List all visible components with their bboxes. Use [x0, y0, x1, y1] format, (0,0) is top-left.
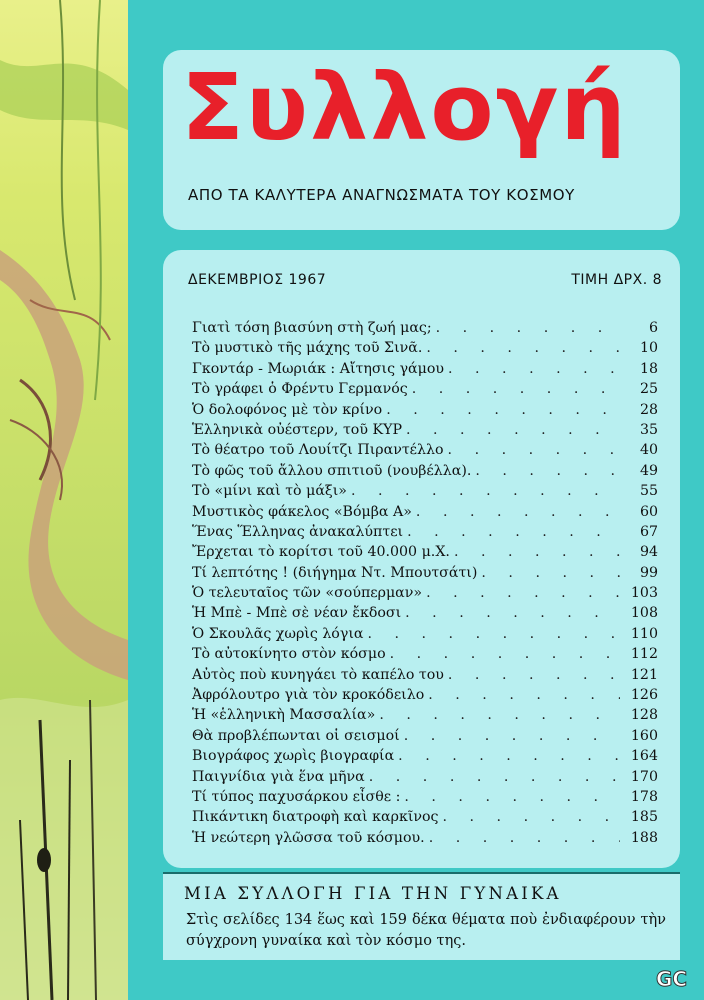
toc-leader: [367, 626, 620, 642]
toc-title: Ἑλληνικὰ οὐέστερν, τοῦ ΚΥΡ: [192, 421, 402, 438]
toc-entry: [192, 361, 658, 381]
toc-page: 40: [639, 442, 658, 459]
toc-entry: [192, 504, 658, 524]
toc-entry: [192, 320, 658, 340]
toc-title: Γκοντάρ - Μωριάκ : Αἴτησις γάμου: [192, 360, 445, 377]
toc-page: 108: [630, 605, 658, 622]
toc-leader: [390, 646, 620, 662]
toc-leader: [448, 361, 620, 377]
toc-entry: [192, 646, 658, 666]
toc-title: Παιγνίδια γιὰ ἕνα μῆνα: [192, 768, 365, 785]
toc-page: 128: [630, 707, 658, 724]
toc-entry: [192, 422, 658, 442]
toc-entry: [192, 442, 658, 462]
cover-illustration: [0, 0, 128, 1000]
toc-leader: [404, 728, 620, 744]
toc-leader: [407, 524, 620, 540]
toc-entry: [192, 605, 658, 625]
toc-title: Τὸ γράφει ὁ Φρέντυ Γερμανός: [192, 381, 408, 398]
publisher-logo-text: GC: [656, 967, 688, 991]
toc-leader: [398, 748, 620, 764]
toc-entry: [192, 667, 658, 687]
toc-page: 188: [630, 829, 658, 846]
toc-leader: [436, 320, 620, 336]
toc-page: 178: [630, 788, 658, 805]
toc-leader: [386, 402, 620, 418]
toc-entry: [192, 402, 658, 422]
toc-title: Ἀφρόλουτρο γιὰ τὸν κροκόδειλο: [192, 687, 425, 704]
toc-title: Τὸ φῶς τοῦ ἄλλου σπιτιοῦ (νουβέλλα).: [192, 462, 472, 479]
toc-page: 10: [639, 340, 658, 357]
toc-title: Ἔρχεται τὸ κορίτσι τοῦ 40.000 μ.Χ.: [192, 544, 450, 561]
toc-page: 49: [639, 462, 658, 479]
toc-leader: [405, 605, 620, 621]
section-divider: [163, 872, 680, 874]
toc-leader: [369, 769, 620, 785]
toc-entry: [192, 585, 658, 605]
toc-entry: [192, 748, 658, 768]
toc-title: Ἡ «ἑλληνικὴ Μασσαλία»: [192, 707, 376, 724]
toc-title: Αὐτὸς ποὺ κυνηγάει τὸ καπέλο του: [192, 666, 444, 683]
toc-page: 60: [639, 503, 658, 520]
toc-entry: [192, 809, 658, 829]
issue-price: ΤΙΜΗ ΔΡΧ. 8: [571, 272, 662, 288]
toc-title: Πικάντικη διατροφὴ καὶ καρκῖνος: [192, 809, 439, 826]
toc-title: Τί λεπτότης ! (διήγημα Ντ. Μπουτσάτι): [192, 564, 478, 581]
toc-entry: [192, 483, 658, 503]
toc-page: 35: [639, 421, 658, 438]
toc-page: 94: [639, 544, 658, 561]
toc-entry: [192, 565, 658, 585]
toc-entry: [192, 830, 658, 850]
toc-page: 103: [630, 585, 658, 602]
toc-page: 126: [630, 687, 658, 704]
toc-entry: [192, 728, 658, 748]
toc-entry: [192, 381, 658, 401]
toc-entry: [192, 463, 658, 483]
toc-title: Βιογράφος χωρὶς βιογραφία: [192, 748, 395, 765]
toc-page: 99: [639, 564, 658, 581]
toc-title: Τὸ «μίνι καὶ τὸ μάξι»: [192, 483, 347, 500]
publisher-logo: [654, 964, 696, 992]
table-of-contents: [192, 320, 658, 850]
toc-leader: [454, 544, 620, 560]
toc-leader: [404, 789, 620, 805]
toc-entry: [192, 769, 658, 789]
toc-leader: [475, 463, 620, 479]
toc-page: 164: [630, 748, 658, 765]
toc-page: 55: [639, 483, 658, 500]
toc-leader: [426, 585, 620, 601]
toc-leader: [379, 707, 620, 723]
toc-entry: [192, 626, 658, 646]
toc-title: Ἡ νεώτερη γλῶσσα τοῦ κόσμου.: [192, 829, 425, 846]
toc-leader: [443, 809, 620, 825]
toc-leader: [351, 483, 620, 499]
toc-entry: [192, 544, 658, 564]
toc-title: Τὸ θέατρο τοῦ Λουίτζι Πιραντέλλο: [192, 442, 444, 459]
toc-page: 6: [648, 320, 658, 336]
women-section-heading: ΜΙΑ ΣΥΛΛΟΓΗ ΓΙΑ ΤΗΝ ΓΥΝΑΙΚΑ: [184, 884, 562, 903]
toc-leader: [481, 565, 620, 581]
toc-entry: [192, 687, 658, 707]
toc-page: 28: [639, 401, 658, 418]
toc-title: Γιατὶ τόση βιασύνη στὴ ζωή μας;: [192, 320, 432, 336]
toc-page: 112: [630, 646, 658, 663]
toc-page: 170: [630, 768, 658, 785]
toc-page: 185: [630, 809, 658, 826]
toc-title: Τὸ μυστικὸ τῆς μάχης τοῦ Σινᾶ.: [192, 340, 423, 357]
toc-title: Θὰ προβλέπωνται οἱ σεισμοί: [192, 727, 400, 744]
illustration-graphic: [0, 0, 128, 1000]
toc-page: 121: [630, 666, 658, 683]
toc-page: 25: [639, 381, 658, 398]
toc-title: Ἡ Μπὲ - Μπὲ σὲ νέαν ἔκδοσι: [192, 605, 402, 622]
toc-leader: [448, 442, 620, 458]
toc-leader: [426, 340, 620, 356]
magazine-subtitle: ΑΠΟ ΤΑ ΚΑΛΥΤΕΡΑ ΑΝΑΓΝΩΣΜΑΤΑ ΤΟΥ ΚΟΣΜΟΥ: [188, 186, 575, 204]
toc-title: Ἕνας Ἕλληνας ἀνακαλύπτει: [192, 523, 404, 540]
toc-entry: [192, 707, 658, 727]
women-section-text: Στὶς σελίδες 134 ἕως καὶ 159 δέκα θέματα ποὺ ἐνδιαφέρουν τὴν σύγχρονη γυναίκα καὶ τὸν κόσμο της.: [186, 912, 666, 949]
toc-title: Ὁ τελευταῖος τῶν «σούπερμαν»: [192, 585, 423, 602]
toc-title: Τὸ αὐτοκίνητο στὸν κόσμο: [192, 646, 386, 663]
toc-leader: [412, 381, 620, 397]
toc-entry: [192, 340, 658, 360]
toc-leader: [429, 830, 620, 846]
toc-title: Τί τύπος παχυσάρκου εἶσθε :: [192, 788, 401, 805]
issue-date: ΔΕΚΕΜΒΡΙΟΣ 1967: [188, 272, 327, 288]
toc-page: 160: [630, 727, 658, 744]
toc-title: Μυστικὸς φάκελος «Βόμβα Α»: [192, 503, 412, 520]
toc-page: 67: [639, 523, 658, 540]
toc-page: 18: [639, 360, 658, 377]
toc-title: Ὁ δολοφόνος μὲ τὸν κρίνο: [192, 401, 383, 418]
toc-title: Ὁ Σκουλᾶς χωρὶς λόγια: [192, 625, 364, 642]
toc-entry: [192, 524, 658, 544]
magazine-title: Συλλογή: [181, 54, 628, 161]
toc-page: 110: [630, 625, 658, 642]
toc-leader: [428, 687, 620, 703]
toc-leader: [416, 504, 620, 520]
toc-entry: [192, 789, 658, 809]
toc-leader: [448, 667, 620, 683]
toc-leader: [406, 422, 620, 438]
